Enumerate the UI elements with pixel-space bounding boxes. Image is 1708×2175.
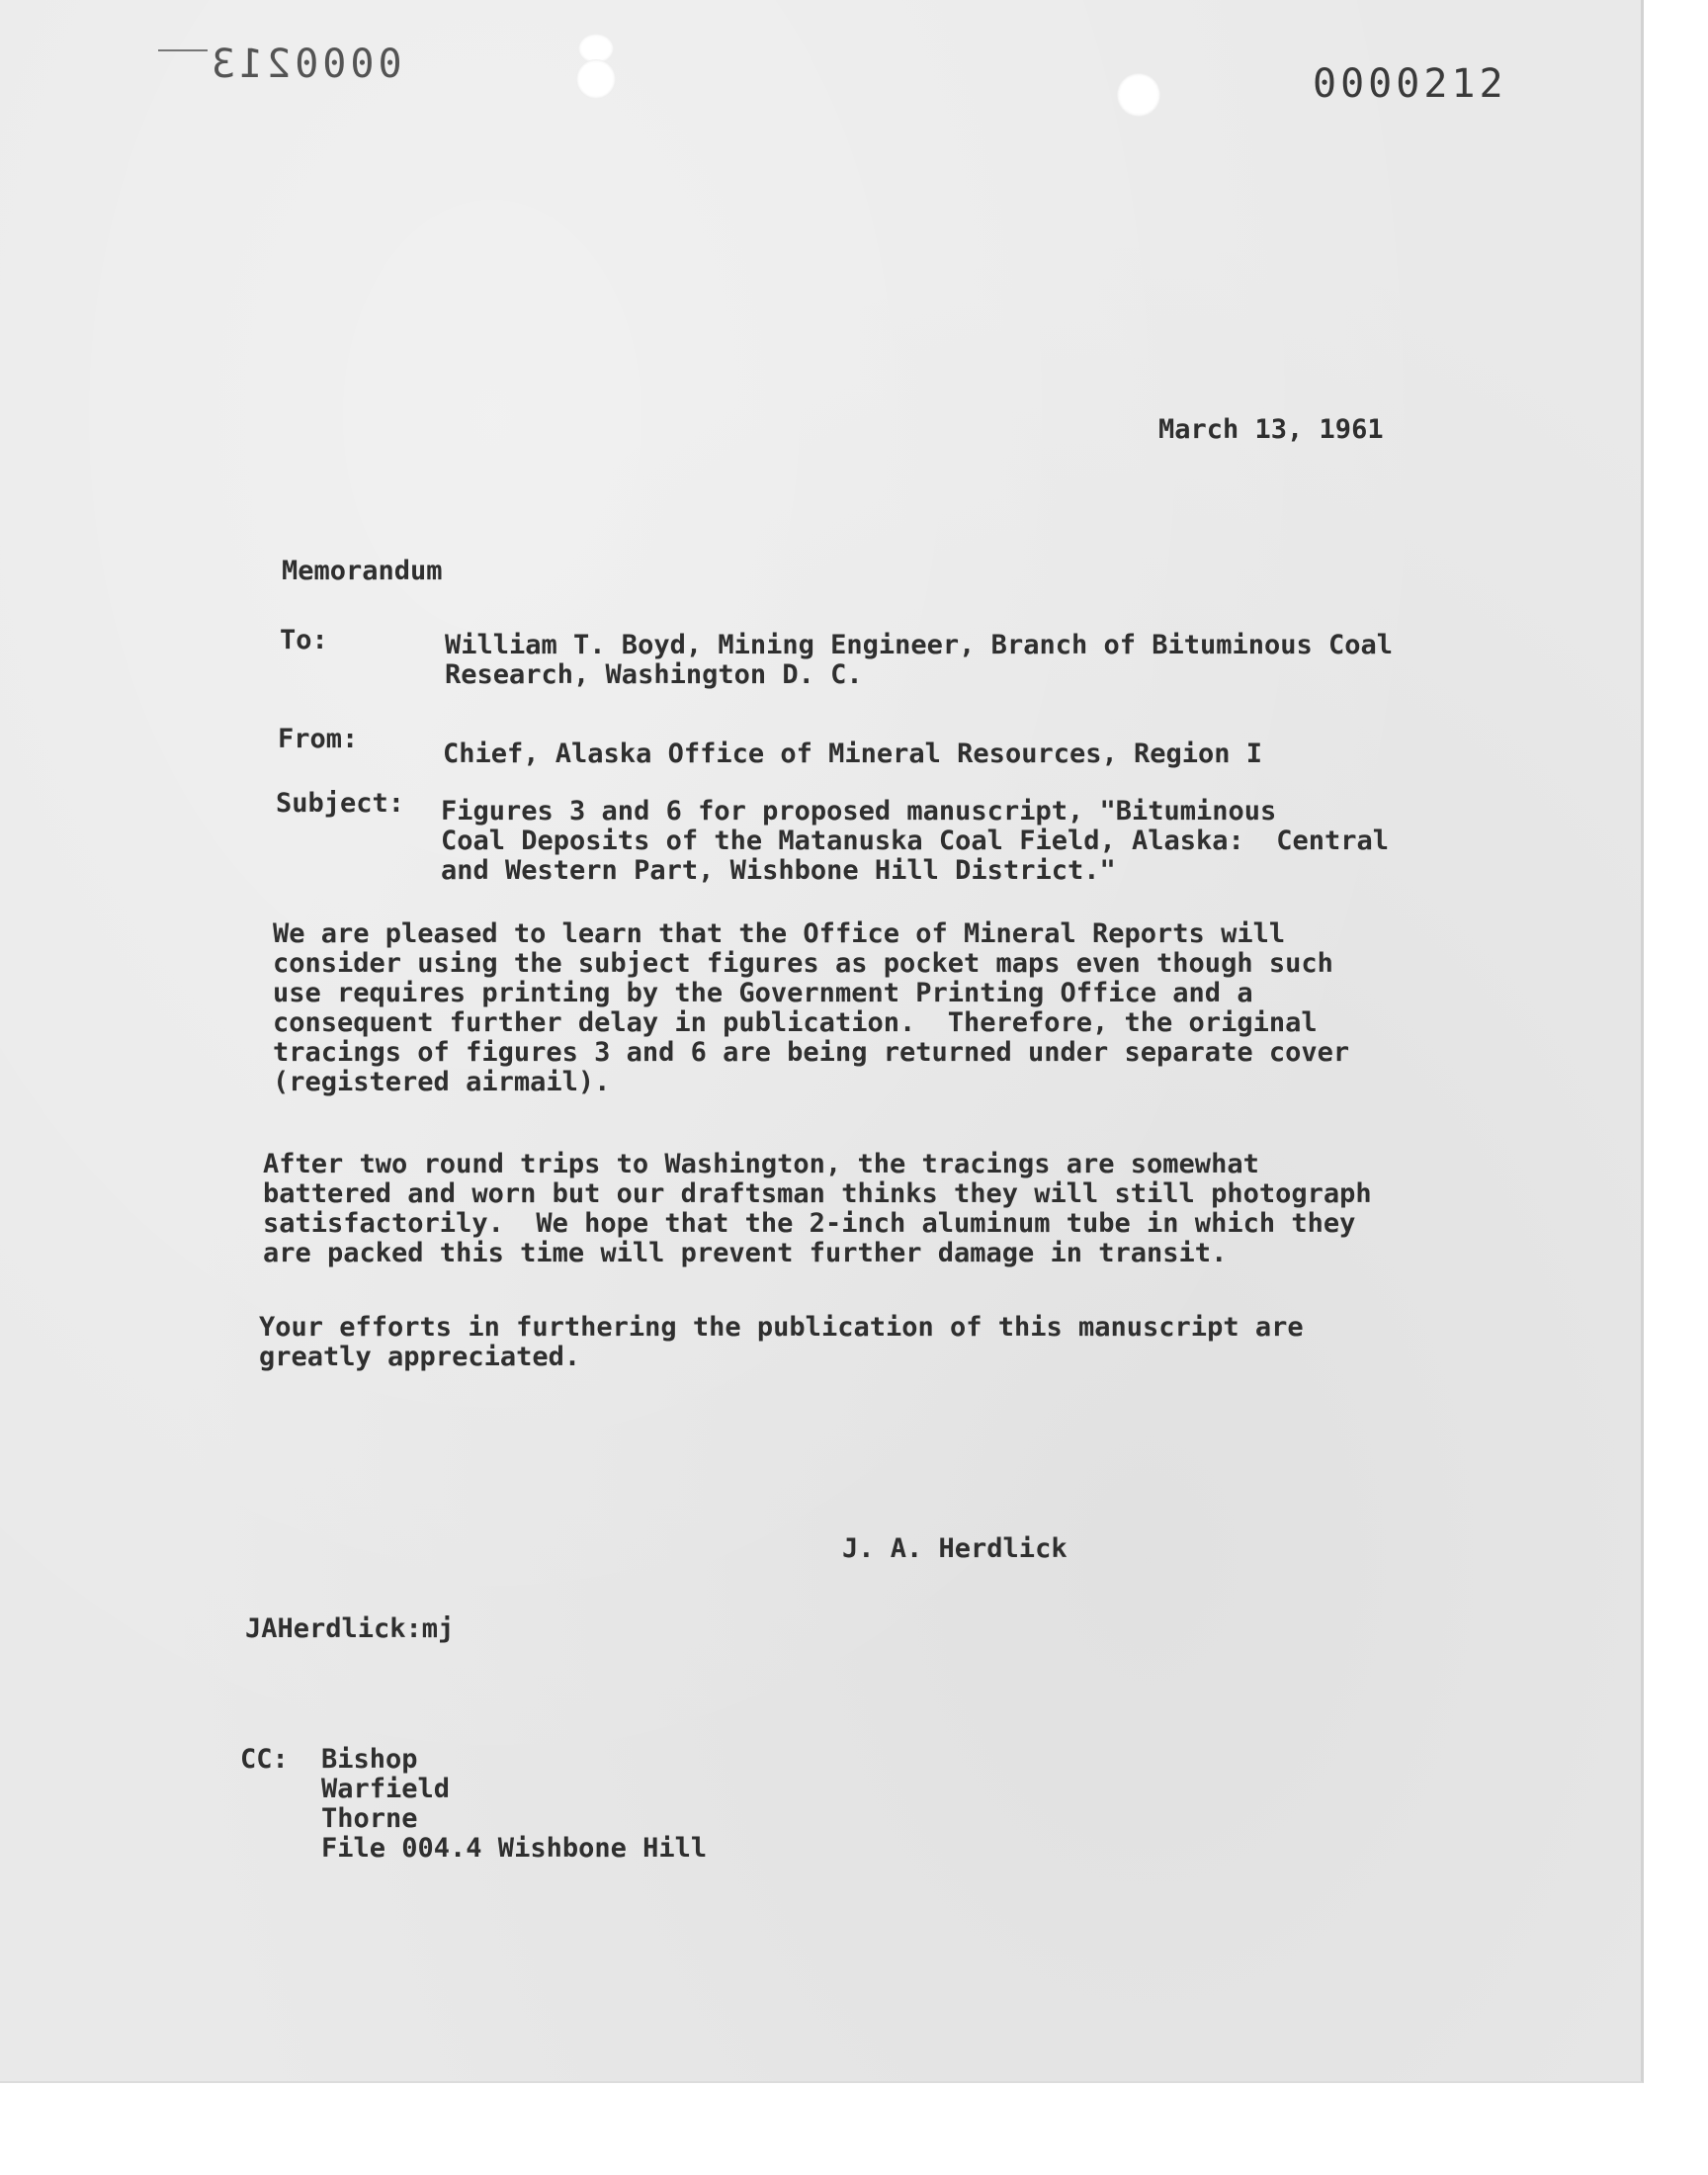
signature-name: J. A. Herdlick — [842, 1533, 1068, 1564]
punch-hole-right — [1117, 73, 1160, 117]
stamp-strike-line — [158, 49, 208, 51]
to-label: To: — [280, 625, 328, 655]
cc-label: CC: — [240, 1744, 289, 1775]
memo-date: March 13, 1961 — [1158, 414, 1384, 445]
page-number-stamp-left: 0000213 — [208, 42, 402, 87]
from-sender: Chief, Alaska Office of Mineral Resources, Region I — [443, 739, 1263, 769]
page-number-stamp-right: 0000212 — [1313, 61, 1507, 107]
typist-initials: JAHerdlick:mj — [245, 1613, 455, 1644]
to-recipient: William T. Boyd, Mining Engineer, Branch of Bituminous Coal Research, Washington D. C. — [445, 630, 1394, 690]
subject-text: Figures 3 and 6 for proposed manuscript, "Bituminous Coal Deposits of the Matanuska Coal Field, Alaska: Central and Western Part, Wishbone Hill District." — [441, 796, 1390, 886]
memo-type: Memorandum — [282, 556, 443, 586]
punch-hole-left-lower — [576, 59, 616, 99]
cc-recipient-list: Bishop Warfield Thorne File 004.4 Wishbone Hill — [321, 1744, 708, 1864]
body-paragraph-2: After two round trips to Washington, the tracings are somewhat battered and worn but our draftsman thinks they will still photograph satisfactorily. We hope that the 2-inch aluminum tube in which they are packed this time will prevent further damage in transit. — [263, 1149, 1372, 1268]
body-paragraph-1: We are pleased to learn that the Office of Mineral Reports will consider using the subject figures as pocket maps even though such use requires printing by the Government Printing Office and a consequent further delay in publication. Therefore, the original tracings of figures 3 and 6 are being returned under separate cover (registered airmail). — [273, 918, 1350, 1097]
subject-label: Subject: — [276, 788, 405, 819]
body-paragraph-3: Your efforts in furthering the publication of this manuscript are greatly appreciated. — [259, 1312, 1304, 1372]
from-label: From: — [278, 724, 359, 754]
